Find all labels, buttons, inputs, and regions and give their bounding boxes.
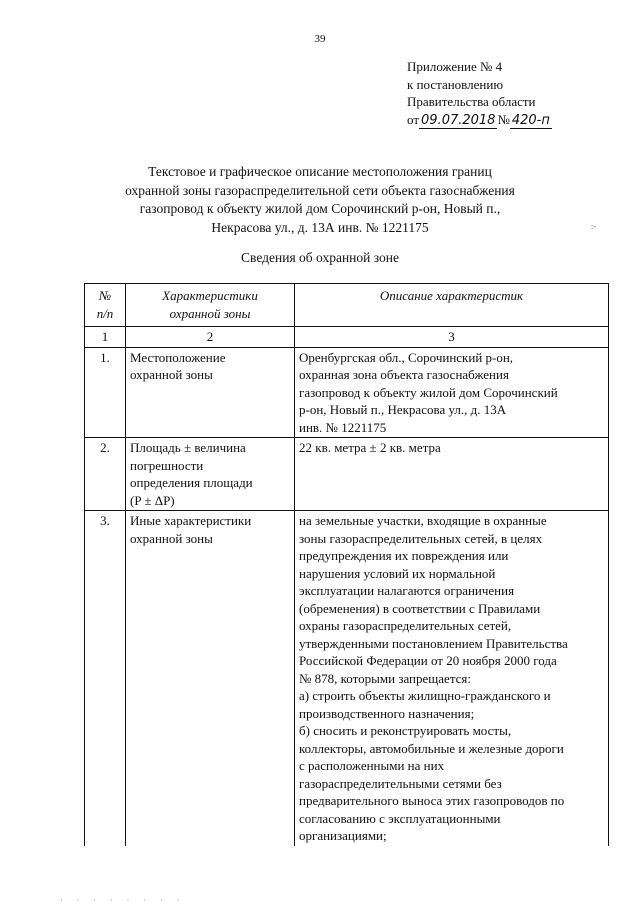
description-line: на земельные участки, входящие в охранные	[299, 513, 547, 528]
description-line: (обременения) в соответствии с Правилами	[299, 600, 541, 616]
row-number: 1.	[85, 347, 126, 438]
description-line: 22 кв. метра ± 2 кв. метра	[299, 440, 441, 455]
header-description: Описание характеристик	[295, 284, 609, 327]
table-header-row	[85, 284, 609, 327]
scan-mark: :-	[591, 222, 596, 231]
description-line: эксплуатации налагаются ограничения	[299, 583, 515, 598]
header-characteristics-line-1: Характеристики	[162, 288, 258, 303]
index-cell-1: 1	[85, 327, 126, 348]
description-line: утвержденными постановлением Правительства	[299, 635, 568, 651]
description-line: Российской Федерации от 20 ноября 2000 года	[299, 653, 557, 668]
appendix-line-2: к постановлению	[407, 76, 504, 92]
header-characteristics	[126, 284, 295, 327]
description-line: охранная зона объекта газоснабжения	[299, 367, 509, 382]
row-characteristic	[126, 511, 295, 846]
index-cell-3: 3	[295, 327, 609, 348]
description-line: а) строить объекты жилищно-гражданского и	[299, 688, 551, 703]
document-title	[0, 163, 640, 237]
description-line: организациями;	[299, 828, 387, 843]
date-prefix: от	[407, 111, 420, 127]
page-number: 39	[314, 33, 326, 45]
header-number-line-2: п/п	[96, 305, 114, 321]
characteristic-line: Площадь ± величина	[130, 440, 246, 455]
description-line: б) сносить и реконструировать мосты,	[299, 723, 512, 738]
characteristic-line: определения площади	[130, 475, 253, 490]
description-line: коллекторы, автомобильные и железные дороги	[299, 740, 564, 756]
table-row	[85, 438, 609, 511]
number-sign: №	[497, 111, 510, 127]
characteristic-line: (P ± ΔP)	[130, 492, 175, 508]
description-line: производственного назначения;	[299, 705, 475, 721]
description-line: р-он, Новый п., Некрасова ул., д. 13А	[299, 402, 507, 417]
title-line-4: Некрасова ул., д. 13А инв. № 1221175	[211, 219, 429, 235]
table-row	[85, 347, 609, 438]
row-characteristic	[126, 438, 295, 511]
description-line: предупреждения их повреждения или	[299, 548, 509, 563]
title-line-1: Текстовое и графическое описание местоположения границ	[148, 164, 492, 179]
characteristic-line: Иные характеристики	[130, 513, 252, 528]
row-description	[295, 438, 609, 511]
description-line: Оренбургская обл., Сорочинский р-он,	[299, 349, 514, 365]
table-index-row	[85, 327, 609, 348]
description-line: нарушения условий их нормальной	[299, 565, 496, 581]
characteristic-line: Местоположение	[130, 349, 226, 365]
description-line: охраны газораспределительных сетей,	[299, 618, 512, 633]
title-line-2: охранной зоны газораспределительной сети объекта газоснабжения	[125, 182, 515, 198]
scan-edge-noise: · · · · · · · ·	[60, 896, 186, 905]
handwritten-number: 420-п	[511, 112, 550, 128]
handwritten-date: 09.07.2018	[421, 112, 496, 128]
description-line: инв. № 1221175	[299, 419, 387, 435]
characteristic-line: охранной зоны	[130, 530, 213, 546]
appendix-line-3: Правительства области	[407, 94, 536, 109]
appendix-block	[407, 58, 552, 129]
description-line: № 878, которыми запрещается:	[299, 670, 472, 686]
description-line: зоны газораспределительных сетей, в целях	[299, 530, 543, 546]
index-cell-2: 2	[126, 327, 295, 348]
section-subtitle: Сведения об охранной зоне	[241, 250, 399, 265]
row-number: 2.	[85, 438, 126, 511]
description-line: газораспределительными сетями без	[299, 775, 502, 791]
header-number	[85, 284, 126, 327]
characteristic-line: охранной зоны	[130, 367, 213, 382]
description-line: с расположенными на них	[299, 758, 445, 773]
description-line: предварительного выноса этих газопроводов по	[299, 793, 565, 808]
row-description	[295, 511, 609, 846]
description-line: согласованию с эксплуатационными	[299, 810, 501, 826]
row-description	[295, 347, 609, 438]
title-line-3: газопровод к объекту жилой дом Сорочинский р-он, Новый п.,	[139, 201, 501, 216]
row-number: 3.	[85, 511, 126, 846]
table-row	[85, 511, 609, 846]
appendix-title: Приложение № 4	[407, 59, 503, 74]
characteristic-line: погрешности	[130, 457, 204, 473]
header-number-line-1: №	[98, 288, 112, 303]
description-line: газопровод к объекту жилой дом Сорочинский	[299, 384, 558, 400]
appendix-date-line	[407, 111, 552, 130]
row-characteristic	[126, 347, 295, 438]
zone-info-table	[84, 283, 609, 846]
header-characteristics-line-2: охранной зоны	[169, 305, 251, 321]
